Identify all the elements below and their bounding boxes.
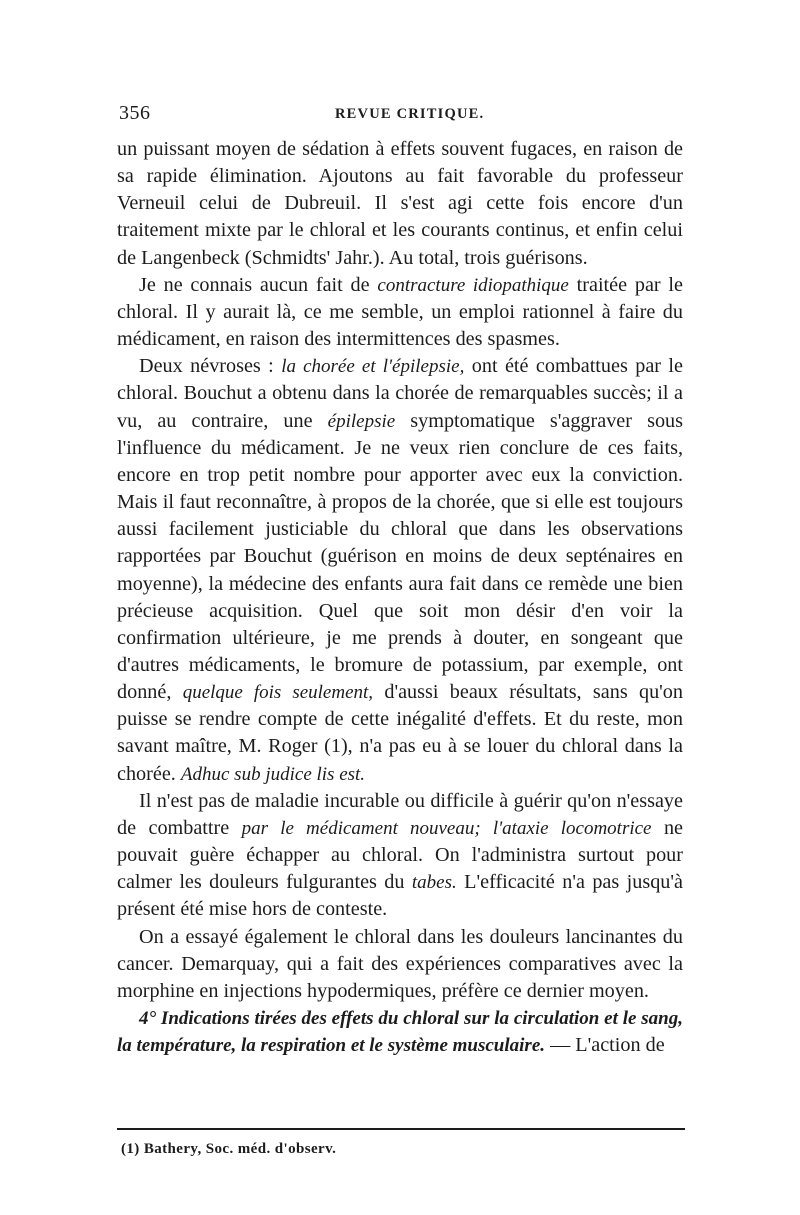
text-run: Deux névroses : <box>139 355 282 378</box>
text-run: ont été combattues par le chloral. Bouchut a obtenu dans la chorée de remarquables succès; il a vu, au contraire, une <box>117 355 683 432</box>
text-run: symptomatique s'aggraver sous l'influence du médicament. Je ne veux rien conclure de ces faits, encore en trop petit nombre pour apporter avec eux la conviction. Mais il faut reconnaître, à propos de la chorée, que si elle est toujours aussi facilement justiciable du chloral que dans les observations rapportées par Bouchut (guérison en moins de deux septénaires en moyenne), la médecine des enfants aura fait dans ce remède une bien précieuse acquisition. Quel que soit mon désir d'en voir la confirmation ultérieure, je me prends à douter, en songeant que d'autres médicaments, le bromure de potassium, par exemple, ont donné, <box>117 409 683 704</box>
text-run: — L'action de <box>545 1034 665 1057</box>
paragraph <box>117 353 683 788</box>
italic-text: la chorée et l'épilepsie, <box>281 356 465 378</box>
paragraph <box>117 136 683 272</box>
running-title: REVUE CRITIQUE. <box>335 106 485 122</box>
footnote: (1) Bathery, Soc. méd. d'observ. <box>121 1141 337 1157</box>
italic-text: épilepsie <box>327 410 396 432</box>
italic-text: Adhuc sub judice lis est. <box>180 763 366 785</box>
italic-text: contracture idiopathique <box>377 274 569 296</box>
text-run: un puissant moyen de sédation à effets souvent fugaces, en raison de sa rapide élimination. Ajoutons au fait favorable du professeur Verneuil celui de Dubreuil. Il s'est agi cette fois encore d'un traitement mixte par le chloral et les courants continus, et enfin celui de Langenbeck (Schmidts' Jahr.). Au total, trois guérisons. <box>117 138 683 269</box>
italic-text: 4° Indications tirées des effets du chloral sur la circulation et le sang, la température, la respiration et le système musculaire. <box>117 1008 683 1057</box>
italic-text: tabes. <box>411 872 457 894</box>
paragraph <box>117 272 683 353</box>
page-header <box>117 102 685 132</box>
footnote-separator <box>117 1128 685 1130</box>
text-run: d'aussi beaux résultats, sans qu'on puisse se rendre compte de cette inégalité d'effets. Et du reste, mon savant maître, M. Roger (1), n'a pas eu à se louer du chloral dans la chorée. <box>117 681 683 785</box>
section-heading <box>117 1005 683 1059</box>
text-run: Je ne connais aucun fait de <box>139 273 378 296</box>
italic-text: quelque fois seulement, <box>182 682 374 704</box>
text-run: ne pouvait guère échapper au chloral. On l'administra surtout pour calmer les douleurs fulgurantes du <box>117 816 683 894</box>
text-run: traitée par le chloral. Il y aurait là, ce me semble, un emploi rationnel à faire du médicament, en raison des intermittences des spasmes. <box>117 273 683 351</box>
text-run: L'efficacité n'a pas jusqu'à présent été mise hors de conteste. <box>117 871 683 921</box>
page-number: 356 <box>119 102 151 124</box>
page-body-text <box>117 136 683 1059</box>
paragraph <box>117 924 683 1005</box>
italic-text: par le médicament nouveau; l'ataxie locomotrice <box>241 817 652 839</box>
paragraph <box>117 788 683 924</box>
text-run: Il n'est pas de maladie incurable ou difficile à guérir qu'on n'essaye de combattre <box>117 789 683 839</box>
text-run: On a essayé également le chloral dans les douleurs lancinantes du cancer. Demarquay, qui a fait des expériences comparatives avec la morphine en injections hypodermiques, préfère ce dernier moyen. <box>117 925 683 1002</box>
